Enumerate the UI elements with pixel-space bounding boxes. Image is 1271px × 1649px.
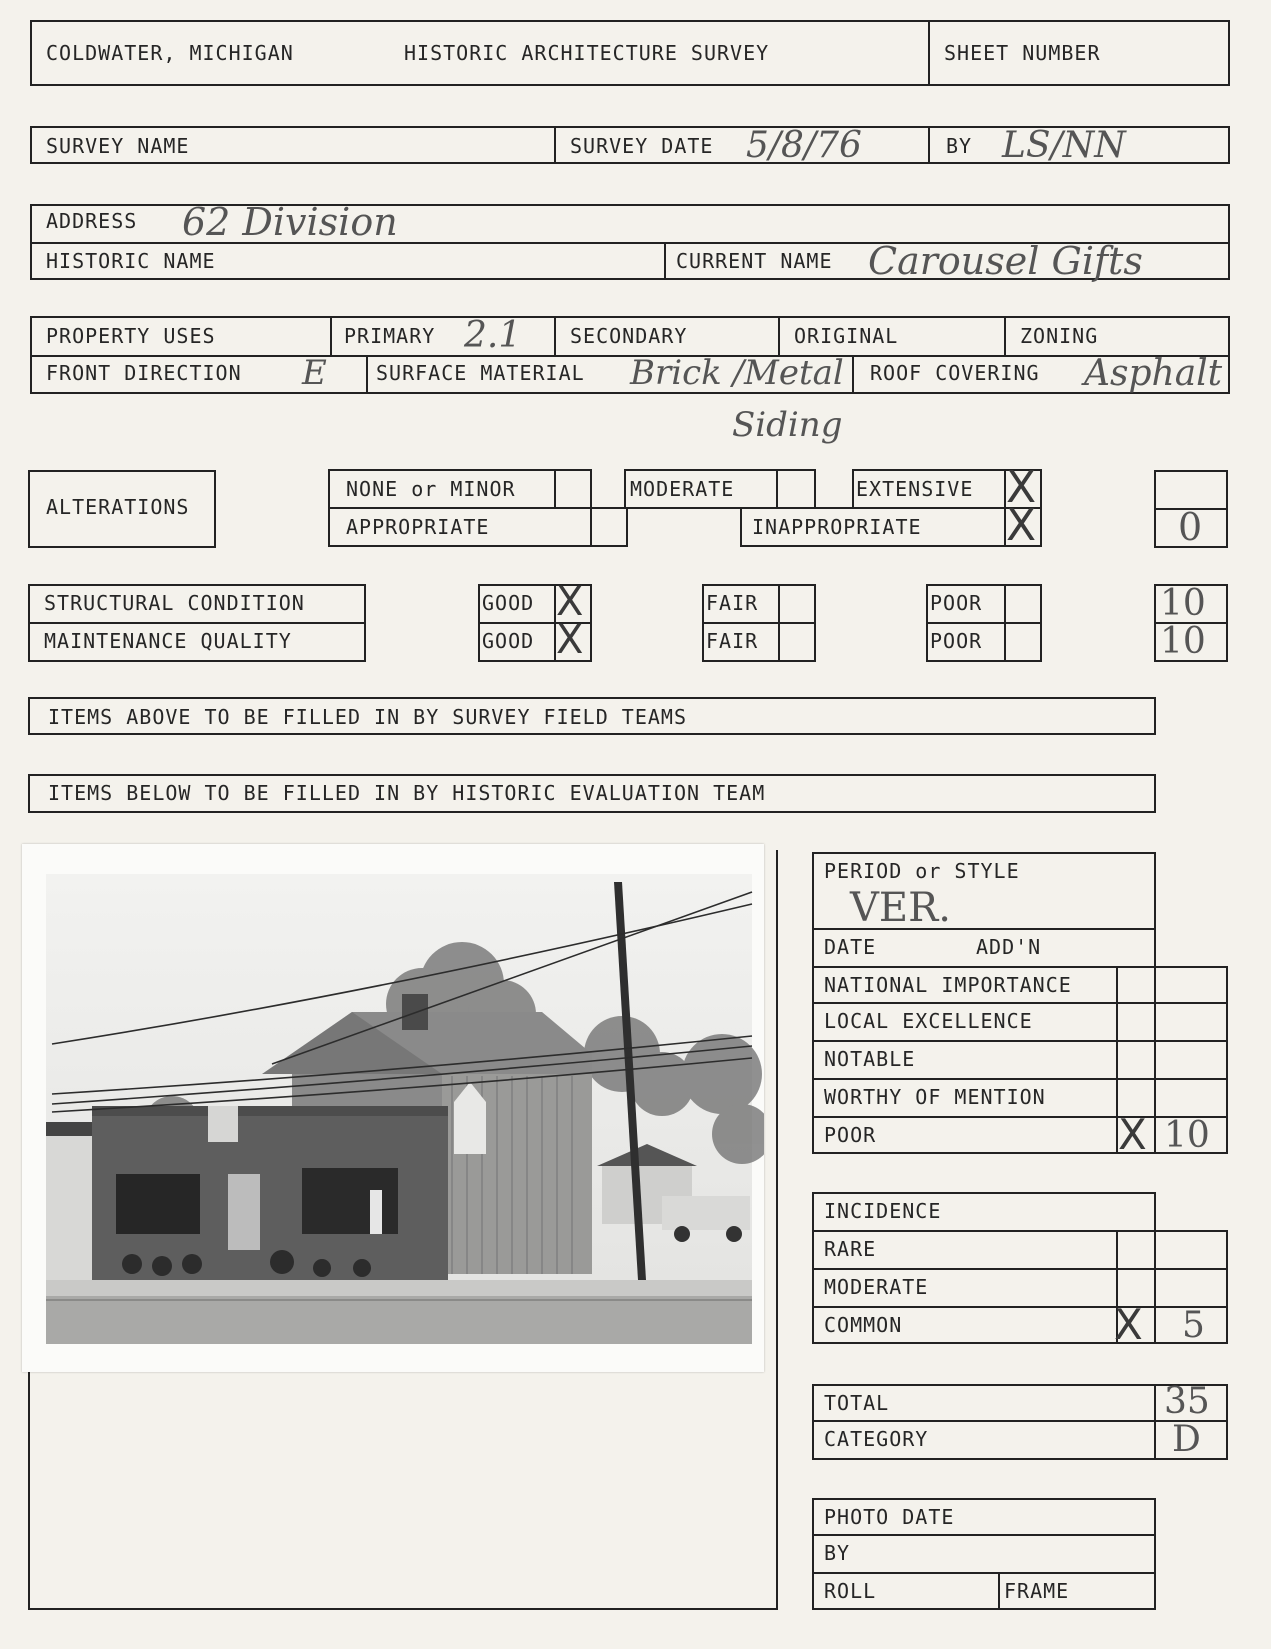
incidence-score-right: [1226, 1230, 1228, 1344]
survey-by-label: BY: [946, 134, 973, 158]
incidence-moderate-label: MODERATE: [824, 1275, 929, 1299]
photo-info-row-2: [812, 1572, 1156, 1574]
poor-divider: [926, 622, 1042, 624]
eval-row-2: [812, 966, 1228, 968]
roof-covering-value: Asphalt: [1084, 353, 1223, 394]
extensive-label: EXTENSIVE: [856, 477, 974, 501]
primary-label: PRIMARY: [344, 324, 436, 348]
totals-score-divider: [1154, 1384, 1156, 1460]
date-label: DATE: [824, 935, 877, 959]
property-uses-label: PROPERTY USES: [46, 324, 216, 348]
photo-date-label: PHOTO DATE: [824, 1505, 955, 1529]
photo-info-frame-divider: [998, 1572, 1000, 1610]
moderate-lower-left: [626, 507, 628, 547]
incidence-row-2: [812, 1268, 1228, 1270]
alterations-score: 0: [1178, 505, 1203, 549]
photo-image: [22, 844, 764, 1372]
common-label: COMMON: [824, 1313, 903, 1337]
incidence-row-1: [812, 1230, 1228, 1232]
appropriate-checkbox-divider: [590, 507, 592, 547]
alterations-label: ALTERATIONS: [46, 495, 190, 519]
surface-material-label: SURFACE MATERIAL: [376, 361, 585, 385]
category-label: CATEGORY: [824, 1427, 929, 1451]
survey-row-div2: [928, 126, 930, 164]
secondary-label: SECONDARY: [570, 324, 688, 348]
photo-box-bottom: [28, 1608, 778, 1610]
building-photograph: [22, 844, 764, 1372]
good-label-structural: GOOD: [482, 591, 535, 615]
address-label: ADDRESS: [46, 209, 138, 233]
below-note-right: [1154, 774, 1156, 812]
fair-label-structural: FAIR: [706, 591, 759, 615]
structural-condition-label: STRUCTURAL CONDITION: [44, 591, 305, 615]
structural-good-mark: X: [556, 579, 584, 625]
eval-poor-label: POOR: [824, 1123, 877, 1147]
period-style-value: VER.: [850, 885, 951, 931]
common-score: 5: [1182, 1305, 1205, 1346]
poor-checkbox-divider: [1004, 584, 1006, 662]
eval-row-5: [812, 1078, 1228, 1080]
worthy-of-mention-label: WORTHY OF MENTION: [824, 1085, 1046, 1109]
property-div5: [366, 355, 368, 394]
poor-label-maintenance: POOR: [930, 629, 983, 653]
frame-label: FRAME: [1004, 1579, 1070, 1603]
address-value: 62 Division: [182, 200, 398, 244]
surface-material-value-2: Siding: [732, 405, 843, 445]
condition-label-divider: [28, 622, 366, 624]
photo-info-row-1: [812, 1534, 1156, 1536]
eval-poor-mark: X: [1118, 1110, 1147, 1159]
total-label: TOTAL: [824, 1391, 890, 1415]
survey-row-div1: [554, 126, 556, 164]
property-div3: [778, 316, 780, 356]
survey-date-label: SURVEY DATE: [570, 134, 714, 158]
below-note-bottom: [28, 811, 1156, 813]
survey-row-right: [1228, 126, 1230, 164]
fair-divider: [702, 622, 816, 624]
eval-row-4: [812, 1040, 1228, 1042]
below-note-top: [28, 774, 1156, 776]
eval-poor-score: 10: [1164, 1115, 1210, 1156]
local-excellence-label: LOCAL EXCELLENCE: [824, 1009, 1033, 1033]
photo-by-label: BY: [824, 1541, 851, 1565]
roof-covering-label: ROOF COVERING: [870, 361, 1040, 385]
inappropriate-mark: X: [1006, 500, 1037, 551]
survey-by-value: LS/NN: [1002, 125, 1126, 166]
fair-checkbox-divider: [778, 584, 780, 662]
category-value: D: [1172, 1419, 1201, 1460]
current-name-value: Carousel Gifts: [868, 239, 1143, 283]
structural-score: 10: [1160, 583, 1206, 624]
front-direction-value: E: [302, 353, 327, 393]
property-div2: [554, 316, 556, 356]
period-style-label: PERIOD or STYLE: [824, 859, 1020, 883]
maintenance-good-mark: X: [556, 617, 584, 663]
property-div1: [330, 316, 332, 356]
incidence-row-3: [812, 1306, 1228, 1308]
property-div6: [852, 355, 854, 394]
eval-score-right: [1226, 966, 1228, 1154]
sheet-number-label: SHEET NUMBER: [944, 41, 1101, 65]
addn-label: ADD'N: [976, 935, 1042, 959]
historic-name-label: HISTORIC NAME: [46, 249, 216, 273]
header-divider: [928, 20, 930, 86]
national-importance-label: NATIONAL IMPORTANCE: [824, 973, 1072, 997]
none-minor-label: NONE or MINOR: [346, 477, 516, 501]
none-minor-checkbox-divider: [554, 469, 556, 509]
poor-label-structural: POOR: [930, 591, 983, 615]
eval-row-3: [812, 1002, 1228, 1004]
above-note: ITEMS ABOVE TO BE FILLED IN BY SURVEY FIELD TEAMS: [48, 705, 688, 729]
surface-material-value-1: Brick /Metal: [630, 353, 844, 393]
incidence-label: INCIDENCE: [824, 1199, 942, 1223]
inappropriate-label: INAPPROPRIATE: [752, 515, 922, 539]
appropriate-label: APPROPRIATE: [346, 515, 490, 539]
maintenance-score: 10: [1160, 621, 1206, 662]
city-label: COLDWATER, MICHIGAN: [46, 41, 294, 65]
rare-label: RARE: [824, 1237, 877, 1261]
current-name-divider: [664, 242, 666, 280]
original-label: ORIGINAL: [794, 324, 899, 348]
form-title: HISTORIC ARCHITECTURE SURVEY: [404, 41, 770, 65]
survey-date-value: 5/8/76: [746, 125, 862, 166]
photo-box-right: [776, 850, 778, 1610]
extensive-mark: X: [1006, 462, 1037, 513]
moderate-checkbox-divider: [776, 469, 778, 509]
good-label-maintenance: GOOD: [482, 629, 535, 653]
roll-label: ROLL: [824, 1579, 877, 1603]
survey-row-left: [30, 126, 32, 164]
current-name-label: CURRENT NAME: [676, 249, 833, 273]
notable-label: NOTABLE: [824, 1047, 916, 1071]
common-mark: X: [1114, 1300, 1143, 1349]
survey-name-label: SURVEY NAME: [46, 134, 190, 158]
property-div4: [1004, 316, 1006, 356]
moderate-label: MODERATE: [630, 477, 735, 501]
maintenance-quality-label: MAINTENANCE QUALITY: [44, 629, 292, 653]
incidence-row-4: [812, 1342, 1228, 1344]
fair-label-maintenance: FAIR: [706, 629, 759, 653]
zoning-label: ZONING: [1020, 324, 1099, 348]
below-note: ITEMS BELOW TO BE FILLED IN BY HISTORIC EVALUATION TEAM: [48, 781, 766, 805]
total-value: 35: [1164, 1381, 1210, 1422]
below-note-left: [28, 774, 30, 812]
front-direction-label: FRONT DIRECTION: [46, 361, 242, 385]
primary-value: 2.1: [464, 315, 522, 356]
